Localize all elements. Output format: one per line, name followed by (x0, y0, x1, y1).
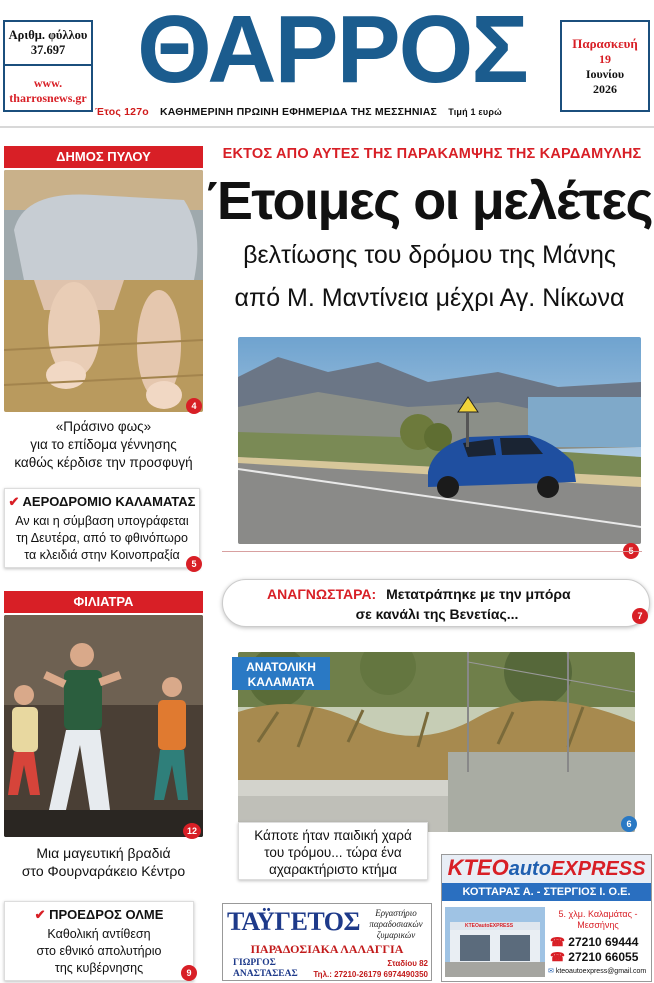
taygetos-phones[interactable]: Τηλ.: 27210-26179 6974490350 (313, 970, 428, 979)
anagnostara-label: ΑΝΑΓΝΩΣΤΑΡΑ: (267, 586, 377, 602)
main-kicker: ΕΚΤΟΣ ΑΠΟ ΑΥΤΕΣ ΤΗΣ ΠΑΡΑΚΑΜΨΗΣ ΤΗΣ ΚΑΡΔΑΜΥΛΗΣ (222, 146, 642, 162)
caption-line: Μια μαγευτική βραδιά (36, 845, 171, 861)
kteo-email[interactable]: kteoautoexpress@gmail.com (555, 968, 647, 975)
email-icon: ✉ (548, 968, 554, 975)
mani-road-illustration (238, 337, 641, 544)
kteo-sign: KTEOautoEXPRESS (465, 923, 514, 929)
kteo-building-photo (445, 907, 545, 977)
main-subhead-line: βελτίωσης του δρόμου της Μάνης (243, 241, 616, 269)
owner-line: ΓΙΩΡΓΟΣ (233, 958, 276, 968)
taygetos-advertisement[interactable] (222, 903, 432, 981)
airport-title-text: ΑΕΡΟΔΡΟΜΙΟ ΚΑΛΑΜΑΤΑΣ (22, 494, 196, 509)
date-box (560, 20, 650, 112)
dance-performance-photo[interactable] (4, 615, 203, 837)
phone-icon: ☎ (550, 950, 565, 964)
tag-line: ΑΝΑΤΟΛΙΚΗ (246, 660, 316, 674)
kteo-email-row (548, 967, 646, 975)
check-icon: ✔ (34, 907, 46, 922)
airport-story-box[interactable] (4, 488, 200, 568)
olme-title (5, 907, 193, 923)
caption-line: αχαρακτήριστο κτήμα (269, 862, 397, 877)
kteo-brand-auto: auto (508, 858, 551, 880)
mani-road-photo[interactable] (238, 337, 641, 544)
main-headline[interactable]: Έτοιμες οι μελέτες (206, 171, 653, 231)
anagnostara-story-pill[interactable] (222, 579, 650, 627)
page-number-badge: 6 (621, 816, 637, 832)
date-month: Ιουνίου (585, 67, 625, 81)
check-icon: ✔ (8, 494, 20, 509)
masthead-divider (0, 126, 654, 128)
olme-line: Καθολική αντίθεση (47, 927, 151, 941)
address-line: 5. χλμ. Καλαμάτας - (558, 909, 638, 919)
pylos-caption[interactable] (4, 418, 203, 472)
date-day: 19 (599, 52, 611, 66)
caption-line: «Πράσινο φως» (55, 419, 152, 434)
section-tag-east-kalamata[interactable] (232, 657, 330, 690)
website-link[interactable]: tharrosnews.gr (9, 91, 87, 105)
kteo-brand-express: EXPRESS (550, 858, 646, 880)
taygetos-street: Σταδίου 82 (387, 959, 428, 968)
tagline-text: ΚΑΘΗΜΕΡΙΝΗ ΠΡΩΙΝΗ ΕΦΗΜΕΡΙΔΑ ΤΗΣ ΜΕΣΣΗΝΙΑΣ (160, 106, 438, 118)
kteo-advertisement[interactable] (441, 854, 652, 982)
kteo-address (546, 909, 650, 931)
newspaper-logo: ΘΑΡΡΟΣ (137, 0, 527, 103)
kteo-phone[interactable]: 27210 66055 (568, 950, 639, 964)
airport-line: τα κλειδιά στην Κοινοπραξία (24, 548, 180, 562)
desc-line: ζυμαρικών (376, 930, 416, 940)
kteo-building-illustration (445, 907, 545, 977)
caption-line: Κάποτε ήταν παιδική χαρά (254, 828, 412, 843)
main-subhead-line: από Μ. Μαντίνεια μέχρι Αγ. Νίκωνα (234, 284, 625, 312)
olme-line: της κυβέρνησης (54, 961, 144, 975)
anagnostara-line: σε κανάλι της Βενετίας... (355, 606, 519, 622)
caption-line: καθώς κέρδισε την προσφυγή (14, 455, 193, 470)
baby-feet-photo[interactable] (4, 170, 203, 412)
olme-story-box[interactable] (4, 901, 194, 981)
taygetos-brand: ΤΑΫΓΕΤΟΣ (227, 907, 361, 936)
caption-line: στο Φουρναράκειο Κέντρο (21, 863, 186, 879)
caption-line: του τρόμου... τώρα ένα (264, 845, 402, 860)
taygetos-products: ΠΑΡΑΔΟΣΙΑΚΑ ΛΑΛΑΓΓΙΑ (250, 942, 404, 956)
section-tag-pylos[interactable]: ΔΗΜΟΣ ΠΥΛΟΥ (4, 146, 203, 168)
section-tag-filiatra[interactable]: ΦΙΛΙΑΤΡΑ (4, 591, 203, 613)
website-www[interactable]: www. (33, 76, 63, 90)
olme-title-text: ΠΡΟΕΔΡΟΣ ΟΛΜΕ (49, 907, 164, 922)
dancers-illustration (4, 615, 203, 837)
desc-line: παραδοσιακών (369, 919, 423, 929)
airport-title (5, 494, 199, 510)
date-weekday: Παρασκευή (572, 36, 638, 51)
caption-line: για το επίδομα γέννησης (30, 437, 177, 452)
east-kalamata-caption-box[interactable] (238, 822, 428, 880)
taygetos-contact (303, 958, 428, 980)
issue-number: 37.697 (30, 43, 66, 57)
desc-line: Εργαστήριο (375, 908, 417, 918)
page-number-badge: 4 (186, 398, 202, 414)
airport-line: τη Δευτέρα, από το φθινόπωρο (16, 531, 188, 545)
date-year: 2026 (593, 82, 617, 96)
page-number-badge: 9 (181, 965, 197, 981)
anagnostara-line: Μετατράπηκε με την μπόρα (386, 586, 571, 602)
issue-box (3, 20, 93, 112)
taygetos-owner (233, 958, 298, 980)
page-number-badge: 12 (183, 823, 201, 839)
baby-feet-illustration (4, 170, 203, 412)
kteo-phones (550, 935, 638, 965)
story-divider (222, 551, 642, 552)
year-label: Έτος 127ο (95, 106, 149, 118)
tag-line: ΚΑΛΑΜΑΤΑ (247, 675, 315, 689)
phone-icon: ☎ (550, 935, 565, 949)
page-number-badge: 7 (632, 608, 648, 624)
taygetos-description (361, 908, 431, 941)
address-line: Μεσσήνης (577, 920, 619, 930)
filiatra-caption[interactable] (4, 844, 203, 880)
issue-label: Αριθμ. φύλλου (8, 28, 88, 42)
kteo-company: ΚΟΤΤΑΡΑΣ Α. - ΣΤΕΡΓΙΟΣ Ι. Ο.Ε. (442, 883, 651, 901)
owner-line: ΑΝΑΣΤΑΣΕΑΣ (233, 969, 298, 979)
price-label: Τιμή 1 ευρώ (448, 107, 502, 117)
airport-line: Αν και η σύμβαση υπογράφεται (15, 514, 189, 528)
kteo-brand-kteo: ΚΤΕΟ (447, 855, 509, 880)
olme-line: στο εθνικό απολυτήριο (36, 944, 162, 958)
kteo-brand (442, 855, 651, 883)
masthead-tagline (95, 106, 560, 118)
kteo-phone[interactable]: 27210 69444 (568, 935, 639, 949)
page-number-badge: 5 (186, 556, 202, 572)
